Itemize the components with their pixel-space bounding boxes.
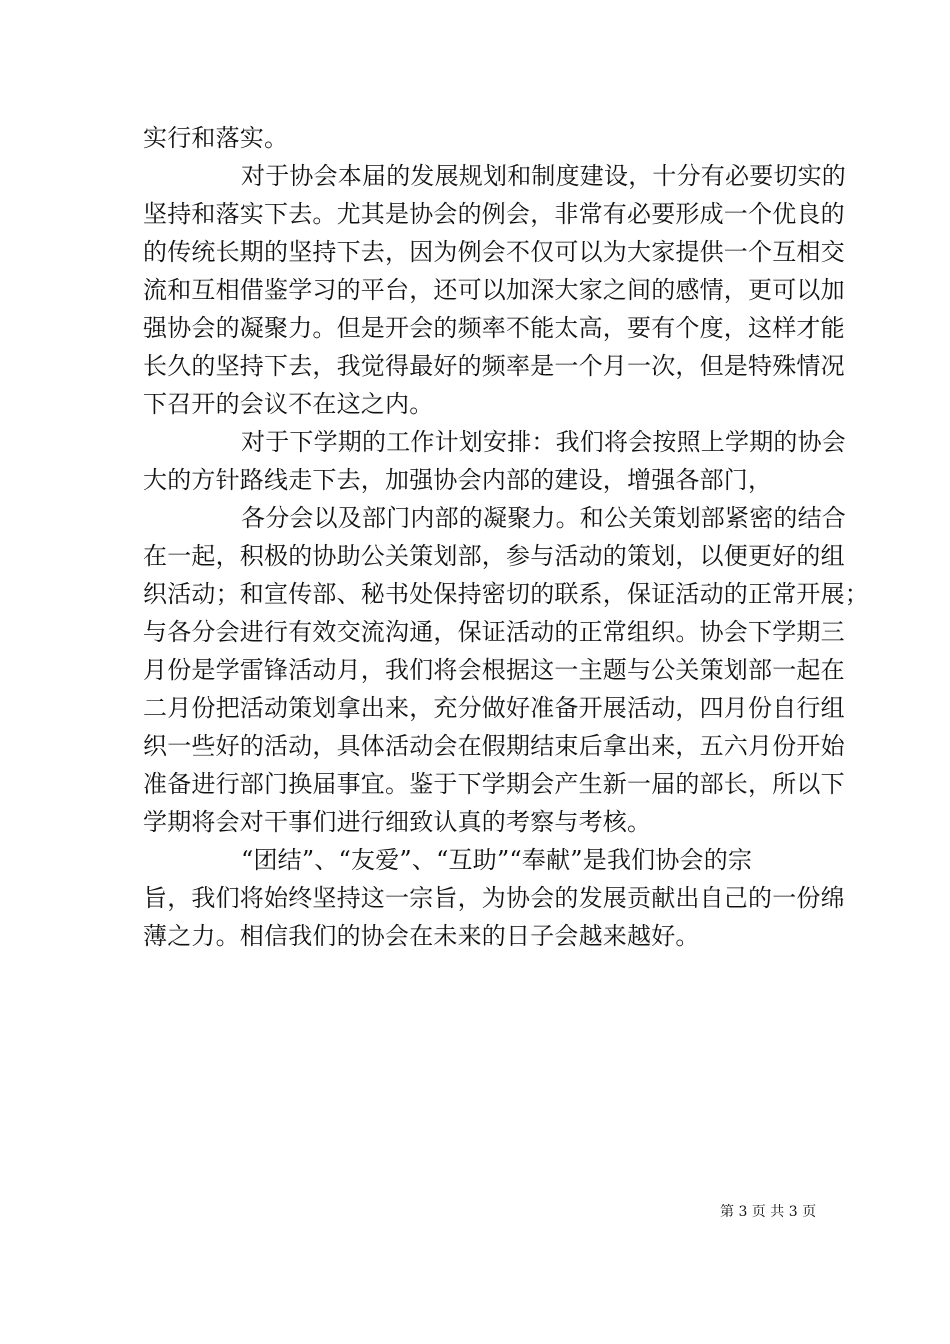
text-line-8: 下召开的会议不在这之内。 <box>143 390 434 418</box>
text-line-14: 与各分会进行有效交流沟通，保证活动的正常组织。协会下学期三 <box>143 618 845 646</box>
text-line-6: 强协会的凝聚力。但是开会的频率不能太高，要有个度，这样才能 <box>143 314 845 342</box>
text-line-10: 大的方针路线走下去，加强协会内部的建设，增强各部门， <box>143 466 773 494</box>
text-line-13: 织活动；和宣传部、秘书处保持密切的联系，保证活动的正常开展； <box>143 580 869 608</box>
text-line-15: 月份是学雷锋活动月，我们将会根据这一主题与公关策划部一起在 <box>143 656 845 684</box>
page-number-footer: 第 3 页 共 3 页 <box>720 1204 817 1220</box>
text-line-20: “团结”、“友爱”、“互助”“奉献”是我们协会的宗 <box>241 846 753 874</box>
text-line-1: 实行和落实。 <box>143 124 289 152</box>
text-line-17: 织一些好的活动，具体活动会在假期结束后拿出来，五六月份开始 <box>143 732 845 760</box>
text-line-12: 在一起，积极的协助公关策划部，参与活动的策划，以便更好的组 <box>143 542 845 570</box>
text-line-11: 各分会以及部门内部的凝聚力。和公关策划部紧密的结合 <box>241 504 846 532</box>
text-line-9: 对于下学期的工作计划安排：我们将会按照上学期的协会 <box>241 428 846 456</box>
text-line-3: 坚持和落实下去。尤其是协会的例会，非常有必要形成一个优良的 <box>143 200 845 228</box>
text-line-7: 长久的坚持下去，我觉得最好的频率是一个月一次，但是特殊情况 <box>143 352 845 380</box>
text-line-19: 学期将会对干事们进行细致认真的考察与考核。 <box>143 808 652 836</box>
text-line-16: 二月份把活动策划拿出来，充分做好准备开展活动，四月份自行组 <box>143 694 845 722</box>
text-line-4: 的传统长期的坚持下去，因为例会不仅可以为大家提供一个互相交 <box>143 238 845 266</box>
text-line-18: 准备进行部门换届事宜。鉴于下学期会产生新一届的部长，所以下 <box>143 770 845 798</box>
text-line-2: 对于协会本届的发展规划和制度建设，十分有必要切实的 <box>241 162 846 190</box>
text-line-21: 旨，我们将始终坚持这一宗旨，为协会的发展贡献出自己的一份绵 <box>143 884 845 912</box>
text-line-22: 薄之力。相信我们的协会在未来的日子会越来越好。 <box>143 922 700 950</box>
text-line-5: 流和互相借鉴学习的平台，还可以加深大家之间的感情，更可以加 <box>143 276 845 304</box>
